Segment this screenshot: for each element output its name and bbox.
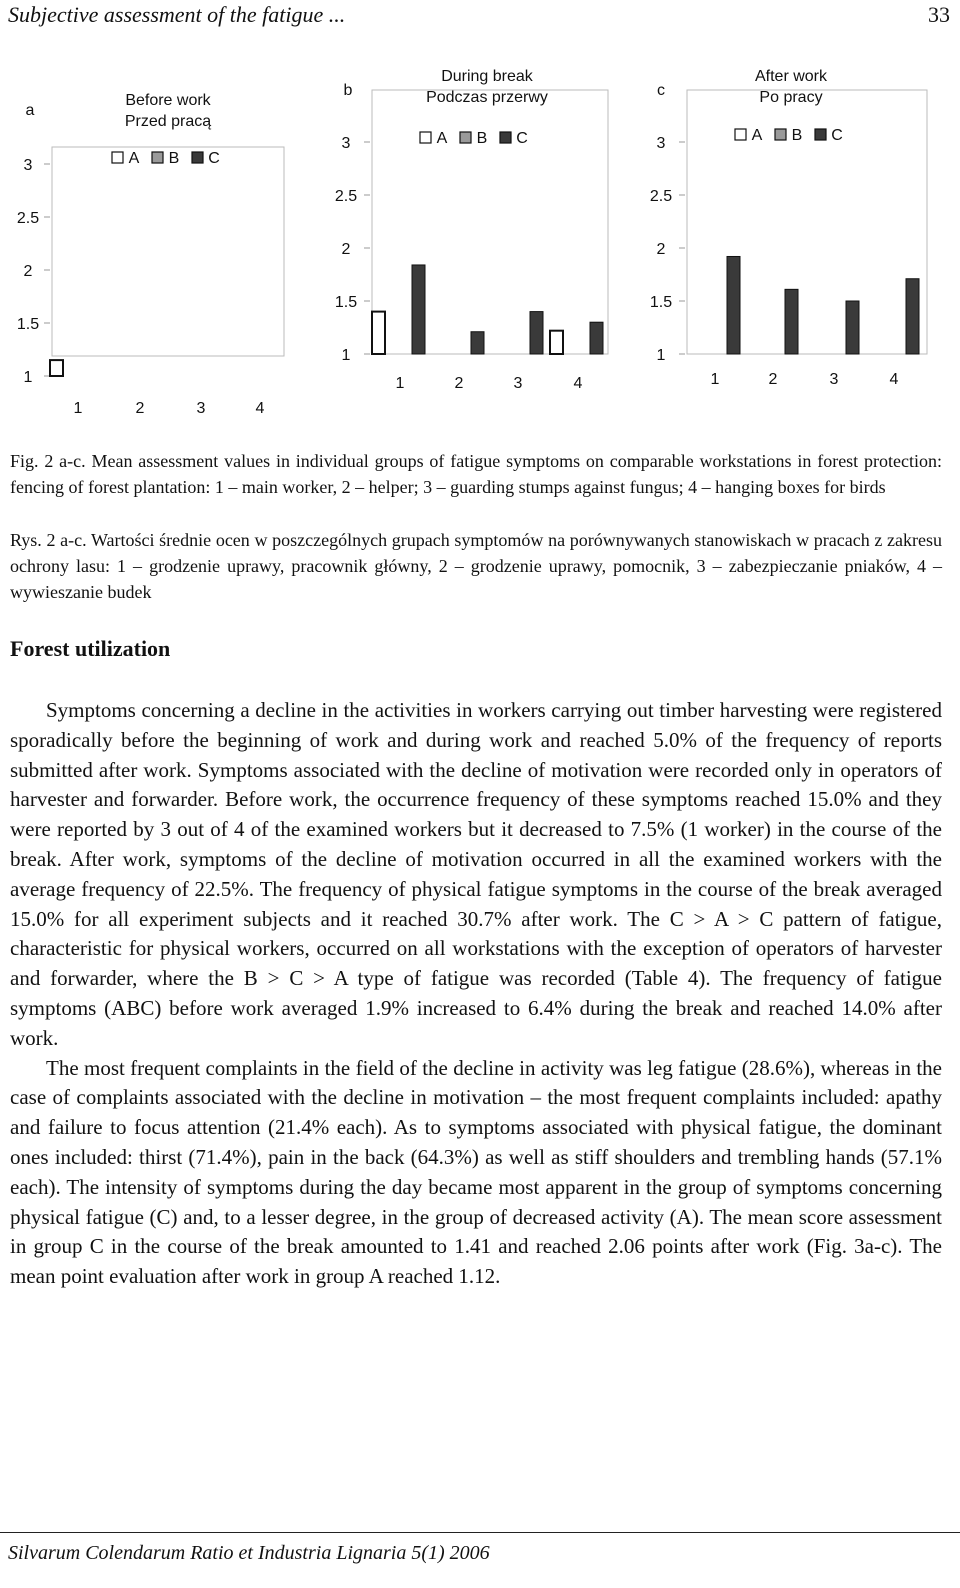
legend-label: C	[208, 150, 220, 167]
legend-swatch-a	[735, 129, 746, 140]
legend-swatch-c	[815, 129, 826, 140]
plot-frame	[52, 147, 284, 356]
y-tick-label: 3	[656, 135, 666, 152]
legend-swatch-a	[420, 132, 431, 143]
y-tick-label: 1.5	[16, 316, 40, 333]
x-tick-label: 3	[829, 371, 839, 388]
plot-frame	[687, 90, 927, 354]
x-tick-label: 2	[768, 371, 778, 388]
figure-caption-english: Fig. 2 a-c. Mean assessment values in individual groups of fatigue symptoms on comparable workstations in forest protection: fencing of forest plantation: 1 – main worker, 2 – helper; 3 – guarding stumps against fungus; 4 – hanging boxes for birds	[10, 451, 942, 497]
bar-c-1	[412, 265, 425, 354]
footer-rule	[0, 1532, 960, 1533]
bar-a-4	[550, 331, 563, 354]
legend-label: B	[476, 130, 488, 147]
legend-swatch-c	[500, 132, 511, 143]
panel-title-en: After work	[754, 68, 828, 85]
y-tick-label: 2.5	[334, 188, 358, 205]
y-tick-label: 2	[656, 241, 666, 258]
bar-a-1	[372, 312, 385, 354]
legend-label: B	[168, 150, 180, 167]
bar-c-1	[727, 256, 740, 354]
panel-title-pl: Przed pracą	[124, 113, 212, 130]
x-tick-label: 1	[395, 375, 405, 392]
panel-letter: c	[657, 82, 665, 99]
bar-c-4	[590, 322, 603, 354]
legend-swatch-b	[460, 132, 471, 143]
page-number: 33	[928, 2, 950, 27]
legend-label: A	[436, 130, 448, 147]
journal-footer: Silvarum Colendarum Ratio et Industria Lignaria 5(1) 2006	[8, 1542, 490, 1564]
x-tick-label: 2	[135, 400, 145, 417]
y-tick-label: 2.5	[649, 188, 673, 205]
y-tick-label: 1	[23, 369, 33, 386]
y-tick-label: 2	[23, 263, 33, 280]
figure-caption-polish: Rys. 2 a-c. Wartości średnie ocen w poszczególnych grupach symptomów na porównywanych stanowiskach w pracach z zakresu ochrony lasu: 1 – grodzenie uprawy, pracownik główny, 2 – grodzenie uprawy, pomocnik, 3 – zabezpieczanie pniaków, 4 – wywieszanie budek	[10, 530, 942, 602]
legend-label: C	[516, 130, 528, 147]
y-tick-label: 1	[656, 347, 666, 364]
x-tick-label: 3	[196, 400, 206, 417]
bar-c-3	[530, 312, 543, 354]
bar-c-4	[906, 279, 919, 354]
bar-c-3	[846, 301, 859, 354]
legend-swatch-b	[152, 152, 163, 163]
x-tick-label: 4	[573, 375, 583, 392]
y-tick-label: 1.5	[334, 294, 358, 311]
panel-letter: b	[343, 82, 353, 99]
bar-a-1	[50, 360, 63, 376]
legend-label: A	[751, 127, 763, 144]
x-tick-label: 1	[710, 371, 720, 388]
figure-2-charts	[0, 58, 960, 423]
plot-frame	[372, 90, 608, 354]
y-tick-label: 3	[23, 157, 33, 174]
y-tick-label: 2.5	[16, 210, 40, 227]
x-tick-label: 3	[513, 375, 523, 392]
figure-2-svg	[0, 58, 960, 423]
y-tick-label: 1	[341, 347, 351, 364]
x-tick-label: 4	[255, 400, 265, 417]
section-heading: Forest utilization	[10, 636, 171, 661]
y-tick-label: 1.5	[649, 294, 673, 311]
x-tick-label: 2	[454, 375, 464, 392]
bar-c-2	[471, 332, 484, 354]
panel-title-en: Before work	[125, 92, 211, 109]
legend-label: B	[791, 127, 803, 144]
body-text	[10, 696, 942, 1292]
body-paragraph-1: Symptoms concerning a decline in the activities in workers carrying out timber harvesting were registered sporadically before the beginning of work and during work and reached 5.0% of the frequency of reports submitted after work. Symptoms associated with the decline of motivation were recorded only in operators of harvester and forwarder. Before work, the occurrence frequency of these symptoms reached 15.0% and they were reported by 3 out of 4 of the examined workers but it decreased to 7.5% (1 worker) in the course of the break. After work, symptoms of the decline of motivation occurred in all the examined workers with the average frequency of 22.5%. The frequency of physical fatigue symptoms in the course of the break averaged 15.0% for all experiment subjects and it reached 30.7% after work. The C > A > C pattern of fatigue, characteristic for physical workers, occurred on all workstations with the exception of operators of harvester and forwarder, where the B > C > A type of fatigue was recorded (Table 4). The frequency of fatigue symptoms (ABC) before work averaged 1.9% increased to 6.4% during the break and reached 14.0% after work.	[10, 698, 942, 1050]
legend-swatch-b	[775, 129, 786, 140]
y-tick-label: 2	[341, 241, 351, 258]
x-tick-label: 4	[889, 371, 899, 388]
legend-swatch-c	[192, 152, 203, 163]
running-header	[8, 2, 950, 30]
panel-letter: a	[25, 102, 35, 119]
y-tick-label: 3	[341, 135, 351, 152]
bar-c-2	[785, 289, 798, 354]
panel-title-en: During break	[441, 68, 533, 85]
legend-label: C	[831, 127, 843, 144]
legend-swatch-a	[112, 152, 123, 163]
x-tick-label: 1	[73, 400, 83, 417]
legend-label: A	[128, 150, 140, 167]
running-title: Subjective assessment of the fatigue ...	[8, 2, 346, 27]
panel-title-pl: Po pracy	[759, 89, 823, 106]
panel-title-pl: Podczas przerwy	[426, 89, 548, 106]
body-paragraph-2: The most frequent complaints in the field of the decline in activity was leg fatigue (28.6%), whereas in the case of complaints associated with the decline in motivation – the most frequent complaints included: apathy and failure to focus attention (21.4% each). As to symptoms associated with physical fatigue, the dominant ones included: thirst (71.4%), pain in the back (64.3%) as well as stiff shoulders and trembling hands (57.1% each). The intensity of symptoms during the day became most apparent in the group of symptoms concerning physical fatigue (C) and, to a lesser degree, in the group of decreased activity (A). The mean score assessment in group C in the course of the break amounted to 1.41 and reached 2.06 points after work (Fig. 3a-c). The mean point evaluation after work in group A reached 1.12.	[10, 1055, 942, 1289]
